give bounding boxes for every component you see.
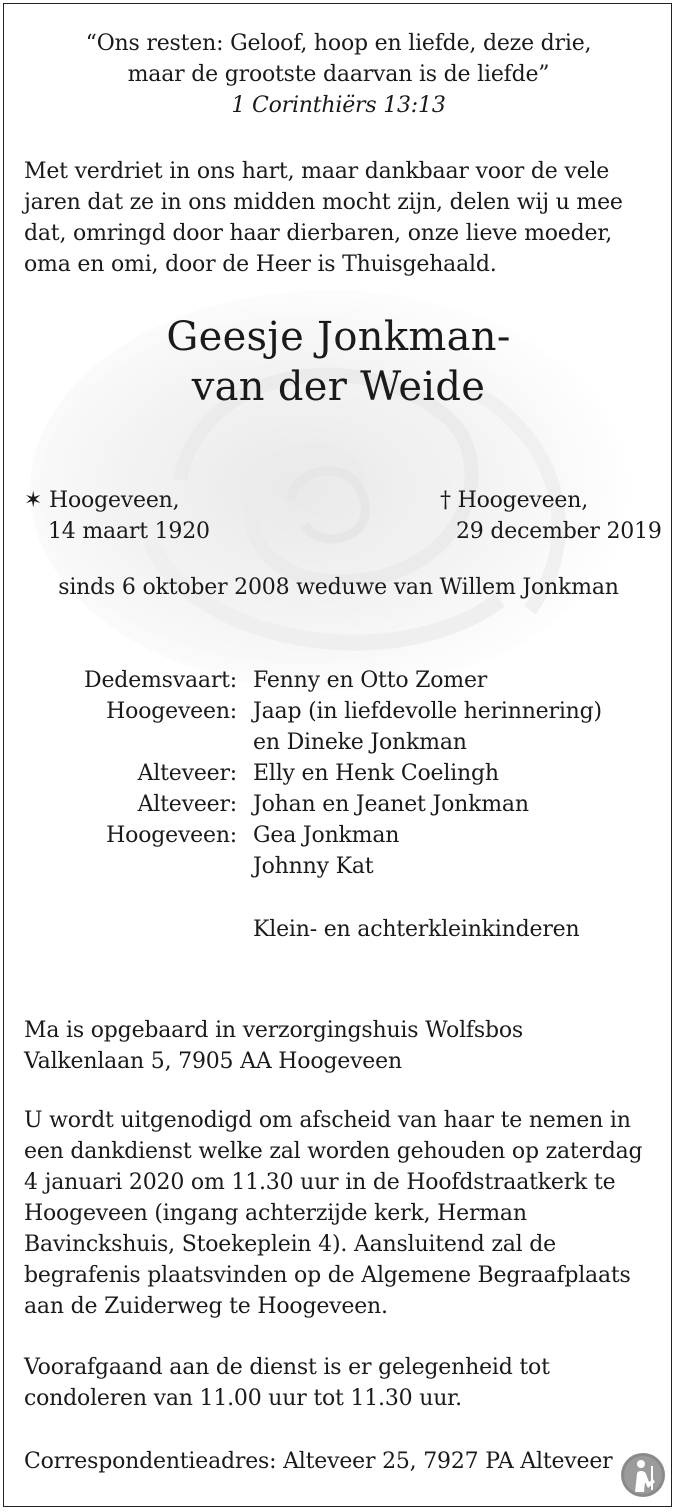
family-place: Dedemsvaart: <box>84 668 237 693</box>
paragraph-line: 4 januari 2020 om 11.30 uur in de Hoofdstraatkerk te <box>24 1170 616 1195</box>
birth-star-icon: ✶ <box>24 488 43 513</box>
intro-line: jaren dat ze in ons midden mocht zijn, delen wij u mee <box>24 190 623 215</box>
paragraph-line: Valkenlaan 5, 7905 AA Hoogeveen <box>24 1049 402 1074</box>
intro-line: dat, omringd door haar dierbaren, onze lieve moeder, <box>24 221 613 246</box>
family-place: Hoogeveen: <box>106 823 237 848</box>
family-place <box>0 851 253 882</box>
quote-line-2: maar de grootste daarvan is de liefde” <box>127 62 550 87</box>
family-list <box>0 665 677 945</box>
intro-paragraph <box>24 156 657 280</box>
grandchildren-row <box>0 914 677 945</box>
intro-line: Met verdriet in ons hart, maar dankbaar voor de vele <box>24 159 610 184</box>
paragraph-line: aan de Zuiderweg te Hoogeveen. <box>24 1294 388 1319</box>
paragraph-line: een dankdienst welke zal worden gehouden op zaterdag <box>24 1139 643 1164</box>
family-names: Elly en Henk Coelingh <box>253 761 499 786</box>
family-names: Johan en Jeanet Jonkman <box>253 792 529 817</box>
memorial-logo-icon <box>620 1452 666 1498</box>
quote-reference: 1 Corinthiërs 13:13 <box>231 93 446 118</box>
family-place: Alteveer: <box>137 792 237 817</box>
birth-date: 14 maart 1920 <box>48 519 210 544</box>
laid-out-paragraph <box>24 1015 657 1077</box>
family-names: Jaap (in liefdevolle herinnering) <box>253 699 602 724</box>
name-line-1: Geesje Jonkman- <box>166 314 511 360</box>
death-date: 29 december 2019 <box>456 519 662 544</box>
paragraph-line: Voorafgaand aan de dienst is er gelegenheid tot <box>24 1355 550 1380</box>
family-names: Gea Jonkman <box>253 823 400 848</box>
family-row <box>0 820 677 851</box>
paragraph-line: begrafenis plaatsvinden op de Algemene Begraafplaats <box>24 1263 631 1288</box>
family-names: Johnny Kat <box>253 854 374 879</box>
family-row <box>0 727 677 758</box>
condolence-paragraph <box>24 1352 657 1414</box>
family-place <box>0 727 253 758</box>
correspondence-address: Correspondentieadres: Alteveer 25, 7927 PA Alteveer <box>24 1449 613 1474</box>
paragraph-line: condoleren van 11.00 uur tot 11.30 uur. <box>24 1386 462 1411</box>
family-row <box>0 665 677 696</box>
paragraph-line: Hoogeveen (ingang achterzijde kerk, Herman <box>24 1201 527 1226</box>
family-row <box>0 851 677 882</box>
family-names: Fenny en Otto Zomer <box>253 668 488 693</box>
service-paragraph <box>24 1105 665 1322</box>
family-row <box>0 789 677 820</box>
deceased-name <box>0 312 677 412</box>
family-place: Hoogeveen: <box>106 699 237 724</box>
family-place: Alteveer: <box>137 761 237 786</box>
grandchildren: Klein- en achterkleinkinderen <box>253 917 580 942</box>
birth-info <box>24 485 274 547</box>
name-line-2: van der Weide <box>191 364 486 410</box>
death-info <box>440 485 670 547</box>
family-row <box>0 758 677 789</box>
family-names: en Dineke Jonkman <box>253 730 467 755</box>
death-cross-icon: † <box>440 488 451 513</box>
paragraph-line: Ma is opgebaard in verzorgingshuis Wolfsbos <box>24 1018 523 1043</box>
family-row <box>0 696 677 727</box>
paragraph-line: U wordt uitgenodigd om afscheid van haar te nemen in <box>24 1108 631 1133</box>
quote-line-1: “Ons resten: Geloof, hoop en liefde, deze drie, <box>85 31 592 56</box>
paragraph-line: Bavinckshuis, Stoekeplein 4). Aansluitend zal de <box>24 1232 556 1257</box>
bible-quote <box>0 28 677 121</box>
widow-line: sinds 6 oktober 2008 weduwe van Willem Jonkman <box>58 575 619 600</box>
intro-line: oma en omi, door de Heer is Thuisgehaald. <box>24 252 497 277</box>
death-place: Hoogeveen, <box>457 488 589 513</box>
birth-place: Hoogeveen, <box>49 488 180 513</box>
